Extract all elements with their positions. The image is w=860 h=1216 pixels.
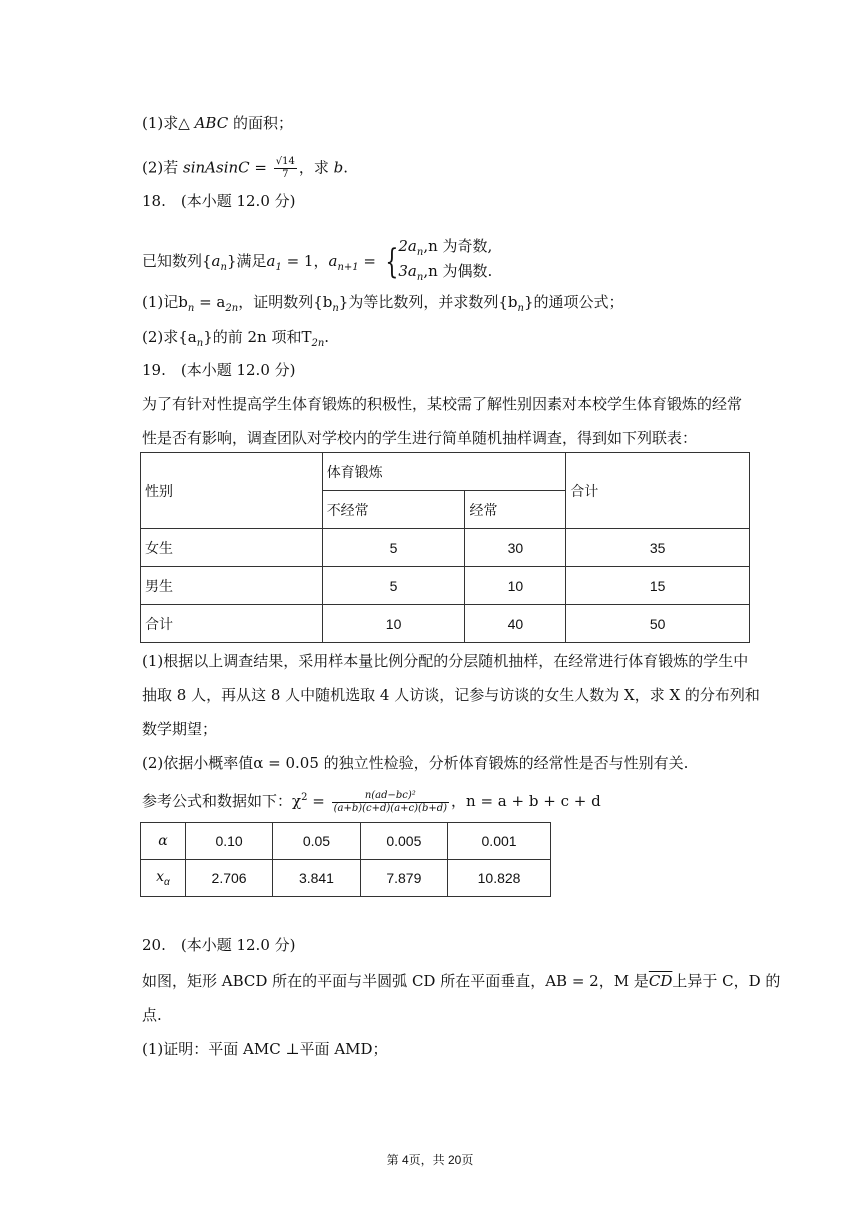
q19-part2: (2)依据小概率值α = 0.05 的独立性检验，分析体育锻炼的经常性是否与性别有关. [142, 754, 689, 772]
q18-part1: (1)记$b_n = a_{2n}$，证明数列$\{b_n\}$为等比数列，并求数列$\{b_n\}$的通项公式； [142, 293, 624, 314]
q18-header: 18. (本小题 12.0 分) [142, 192, 296, 210]
table-row: 男生 5 10 15 [141, 567, 750, 605]
q19-part1-line1: (1)根据以上调查结果，采用样本量比例分配的分层随机抽样，在经常进行体育锻炼的学生中 [142, 652, 749, 670]
q19-stem-line2: 性是否有影响，调查团队对学校内的学生进行简单随机抽样调查，得到如下列联表： [142, 429, 698, 447]
q17-part2: (2)若 sinAsinC = $\frac{√14}{7}$ ，求 b. [142, 156, 349, 180]
header-often: 经常 [465, 491, 566, 529]
table-row: α 0.10 0.05 0.005 0.001 [141, 823, 551, 860]
q19-header: 19. (本小题 12.0 分) [142, 361, 296, 379]
header-not-often: 不经常 [322, 491, 465, 529]
q18-part2: (2)求$\{a_n\}$的前 2n 项和$T_{2n}$. [142, 328, 330, 349]
header-gender: 性别 [141, 453, 323, 529]
table-row: 女生 5 30 35 [141, 529, 750, 567]
chi-square-fraction: $\frac{\text{n(ad−bc)²}}{(a+b)(c+d)(a+c)(b+d)}$ [333, 789, 448, 814]
q18-stem: 已知数列$\{a_n\}$满足$a_1 = 1$，$a_{n+1}$ = { $2a_n,n$ 为奇数, $3a_n,n$ 为偶数. [142, 237, 492, 287]
q20-stem-line2: 点. [142, 1006, 162, 1024]
header-exercise: 体育锻炼 [322, 453, 566, 491]
critical-value-table [140, 822, 551, 897]
header-total: 合计 [566, 453, 750, 529]
table-row: $x_\alpha$ 2.706 3.841 7.879 10.828 [141, 860, 551, 897]
q20-part1: (1)证明：平面 AMC ⊥平面 AMD； [142, 1040, 388, 1058]
q20-stem-line1: 如图，矩形 ABCD 所在的平面与半圆弧 CD 所在平面垂直，AB = 2，M 是$\overline{CD}$上异于 C，D 的 [142, 972, 781, 990]
q18-cases: $2a_n,n$ 为奇数, $3a_n,n$ 为偶数. [398, 237, 493, 283]
q18-brace: { [385, 242, 399, 282]
q19-reference-formula: 参考公式和数据如下：$\chi^2$ = $\frac{\text{n(ad−bc)²}}{(a+b)(c+d)(a+c)(b+d)}$ ，n = a + b + c + d [142, 789, 601, 814]
q19-part1-line2: 抽取 8 人，再从这 8 人中随机选取 4 人访谈，记参与访谈的女生人数为 X，求 X 的分布列和 [142, 686, 760, 704]
q17-fraction: $\frac{√14}{7}$ [275, 156, 295, 180]
q19-part1-line3: 数学期望； [142, 720, 218, 738]
q20-header: 20. (本小题 12.0 分) [142, 936, 296, 954]
q19-stem-line1: 为了有针对性提高学生体育锻炼的积极性，某校需了解性别因素对本校学生体育锻炼的经常 [142, 395, 743, 413]
table-row: 合计 10 40 50 [141, 605, 750, 643]
arc-cd: $\overline{CD}$ [648, 972, 673, 990]
contingency-table [140, 452, 750, 643]
q17-part1: (1)求△ ABC 的面积； [142, 114, 293, 132]
page-footer: 第 4页，共 20页 [386, 1153, 474, 1167]
